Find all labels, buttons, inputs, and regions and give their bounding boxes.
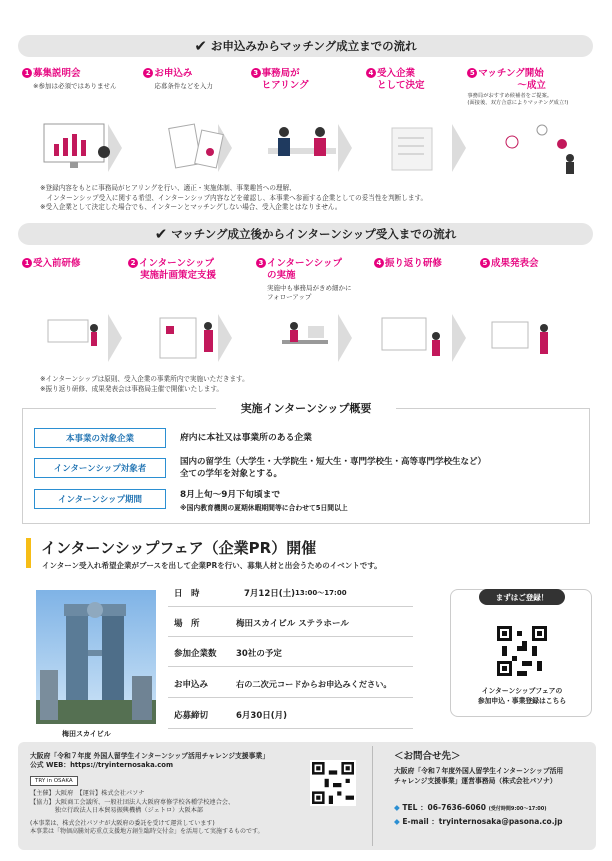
step-title-2: として決定 <box>376 80 425 91</box>
fair-subtitle: インターン受入れ希望企業がブースを出して企業PRを行い、募集人材と出会うためのイベントです。 <box>42 561 382 570</box>
note-line: インターンシップ受入に関する希望、インターンシップ内容などを確認し、本事業へ参画する企業としての妥当性を判断します。 <box>40 193 428 202</box>
fair-row-key: 場 所 <box>174 619 200 629</box>
overview-label: インターンシップ対象者 <box>34 458 166 478</box>
step-title-2: の実施 <box>266 270 296 281</box>
fair-row-key: 応募締切 <box>174 711 209 721</box>
try-in-osaka-logo: TRY in OSAKA <box>30 776 78 786</box>
fair-row-apply <box>168 671 413 698</box>
steps-2 <box>22 258 592 302</box>
fair-row-place <box>168 610 413 637</box>
fair-row-key: 参加企業数 <box>174 649 217 659</box>
tel-hours: (受付時間9:00〜17:00) <box>488 806 547 812</box>
step-4 <box>374 258 486 302</box>
step-number: 1 <box>22 68 32 78</box>
step-2 <box>128 258 250 302</box>
footer-site-info <box>30 752 269 770</box>
contact-mail <box>394 816 563 827</box>
footer-org-line: 独立行政法人日本貿易振興機構（ジェトロ）大阪本部 <box>30 807 204 814</box>
qr-caption-line: 参加申込・事業登録はこちら <box>477 697 567 705</box>
fair-row-key: お申込み <box>174 680 209 690</box>
footer-note-line: 本事業は「物価高騰対応重点支援地方創生臨時交付金」を活用して実施するものです。 <box>30 828 264 835</box>
fair-row-value: 右の二次元コードからお申込みください。 <box>236 678 392 689</box>
footer <box>18 742 596 850</box>
flow-illustrations-1 <box>22 122 592 174</box>
step-sub-2: フォローアップ <box>266 293 312 301</box>
contact-title: ＜お問合せ先＞ <box>394 751 461 762</box>
fair-row-value: 30社の予定 <box>236 649 282 659</box>
footer-note-line: (本事業は、株式会社パソナが大阪府の委託を受けて運営しています) <box>30 820 215 827</box>
notes-1 <box>40 184 427 213</box>
step-number: 2 <box>143 68 153 78</box>
photo-caption: 梅田スカイビル <box>62 730 111 738</box>
overview-value: 府内に本社又は事業所のある企業 <box>180 433 312 443</box>
illustration-band-2 <box>22 312 592 364</box>
registration-card <box>450 589 592 717</box>
illustration-band-1 <box>22 122 592 174</box>
website-qr-icon[interactable] <box>310 760 356 806</box>
step-title: インターンシップ <box>139 258 215 269</box>
step-sub-2: (面接後、双方合意によりマッチング成立!) <box>467 100 569 106</box>
note-line: ※インターンシップは原則、受入企業の事業所内で実施いただきます。 <box>40 375 249 383</box>
overview-value-line: 国内の留学生（大学生・大学院生・短大生・専門学校生・高等専門学校生など） <box>180 457 487 467</box>
step-title: 振り返り研修 <box>384 258 442 269</box>
step-number: 4 <box>366 68 376 78</box>
step-title: お申込み <box>154 68 193 79</box>
flow-illustrations-2 <box>22 312 592 364</box>
footer-org-line: 【主催】大阪府 【運営】株式会社パソナ <box>30 790 145 797</box>
step-5 <box>480 258 592 302</box>
step-title: 事務局が <box>261 68 300 79</box>
step-number: 2 <box>128 258 138 268</box>
step-title-2: 〜成立 <box>517 80 546 91</box>
fair-row-value: 6月30日(月) <box>236 711 288 721</box>
step-sub: 実施中も事務局がきめ細かに <box>266 284 352 292</box>
step-sub: 応募条件などを入力 <box>154 82 213 90</box>
note-line: ※受入企業として決定した場合でも、インターンとマッチングしない場合、受入企業とはなりません。 <box>40 203 342 211</box>
flow-banner-2 <box>18 223 593 245</box>
qr-code-graphic <box>497 626 547 676</box>
skyscraper-image <box>36 590 156 724</box>
step-title: 募集説明会 <box>33 68 81 79</box>
footer-org-line: 【協力】大阪商工会議所、一般社団法人大阪府専修学校各種学校連合会、 <box>30 798 235 806</box>
bullet-icon: ◆ <box>394 803 400 812</box>
footer-orgs <box>30 790 234 816</box>
qr-caption-line: インターンシップフェアの <box>481 687 563 695</box>
contact-tel <box>394 802 547 813</box>
step-1 <box>22 258 134 302</box>
contact-org-line: チャレンジ支援事業」運営事務局（株式会社パソナ） <box>394 777 557 785</box>
step-title-2: 実施計画策定支援 <box>140 270 217 281</box>
qr-code-icon[interactable] <box>497 626 547 676</box>
fair-row-deadline <box>168 702 413 729</box>
check-icon: ✔ <box>154 225 168 243</box>
banner-title: マッチング成立後からインターンシップ受入までの流れ <box>171 227 457 241</box>
overview-value-line: 全ての学年を対象とする。 <box>180 469 283 479</box>
qr-caption <box>451 686 593 706</box>
fair-row-value: 梅田スカイビル ステラホール <box>236 619 349 629</box>
step-title: 受入前研修 <box>33 258 81 269</box>
step-5 <box>467 68 592 107</box>
fair-title: インターンシップフェア（企業PR）開催 <box>41 539 317 557</box>
overview-title: 実施インターンシップ概要 <box>216 400 396 416</box>
step-1 <box>22 68 131 107</box>
step-title: 受入企業 <box>376 68 415 79</box>
fair-row-key: 日 時 <box>174 589 200 599</box>
step-title-2: ヒアリング <box>261 80 309 91</box>
step-number: 4 <box>374 258 384 268</box>
step-4 <box>366 68 475 107</box>
steps-1 <box>22 68 592 107</box>
step-3 <box>251 68 360 107</box>
tel-number[interactable]: ：06-7636-6060 <box>420 803 486 812</box>
footer-website[interactable]: 公式 WEB：https://tryinternosaka.com <box>30 761 174 769</box>
qr-code-graphic <box>312 762 354 804</box>
step-number: 3 <box>256 258 266 268</box>
step-number: 1 <box>22 258 32 268</box>
register-tag: まずはご登録！ <box>479 589 565 605</box>
fair-row-value: 7月12日(土) <box>244 589 296 599</box>
step-number: 5 <box>480 258 490 268</box>
bullet-icon: ◆ <box>394 817 400 826</box>
fair-row-time: 13:00〜17:00 <box>295 589 347 597</box>
fair-row-companies <box>168 640 413 667</box>
overview-value <box>180 456 486 480</box>
overview-label: 本事業の対象企業 <box>34 428 166 448</box>
step-number: 3 <box>251 68 261 78</box>
check-icon: ✔ <box>194 37 207 55</box>
step-sub: 事務局がおすすめ候補者をご提案。 <box>467 93 553 99</box>
flow-banner-1 <box>18 35 593 57</box>
contact-org-line: 大阪府「令和７年度外国人留学生インターンシップ活用 <box>394 767 564 775</box>
building-photo <box>36 590 156 724</box>
mail-address[interactable]: ：tryinternosaka@pasona.co.jp <box>431 817 563 826</box>
step-sub: ※参加は必須ではありません <box>33 82 117 90</box>
overview-label: インターンシップ期間 <box>34 489 166 509</box>
mail-label: E-mail <box>402 817 429 826</box>
overview-value-note: ※国内教育機関の夏期休暇期間等に合わせて5日間以上 <box>180 504 348 512</box>
note-line: ※登録内容をもとに事務局がヒアリングを行い、適正・実施体制、事業趣旨への理解、 <box>40 184 296 192</box>
step-2 <box>143 68 252 107</box>
footer-notes <box>30 820 264 836</box>
step-title: 成果発表会 <box>490 258 539 269</box>
notes-2 <box>40 375 249 394</box>
overview-value <box>180 489 348 514</box>
footer-program-name: 大阪府「令和７年度 外国人留学生インターンシップ活用チャレンジ支援事業」 <box>30 752 269 760</box>
step-title: インターンシップ <box>266 258 342 269</box>
contact-org <box>394 766 563 786</box>
banner-title: お申込みからマッチング成立までの流れ <box>210 39 417 53</box>
fair-row-datetime <box>168 580 413 607</box>
step-number: 5 <box>467 68 477 78</box>
note-line: ※振り返り研修、成果発表会は事務局主催で開催いたします。 <box>40 384 224 393</box>
tel-label: TEL <box>402 803 418 812</box>
step-3 <box>256 258 374 302</box>
step-title: マッチング開始 <box>478 68 544 79</box>
footer-divider <box>372 746 373 846</box>
overview-value-line: 8月上旬〜9月下旬頃まで <box>180 490 281 500</box>
